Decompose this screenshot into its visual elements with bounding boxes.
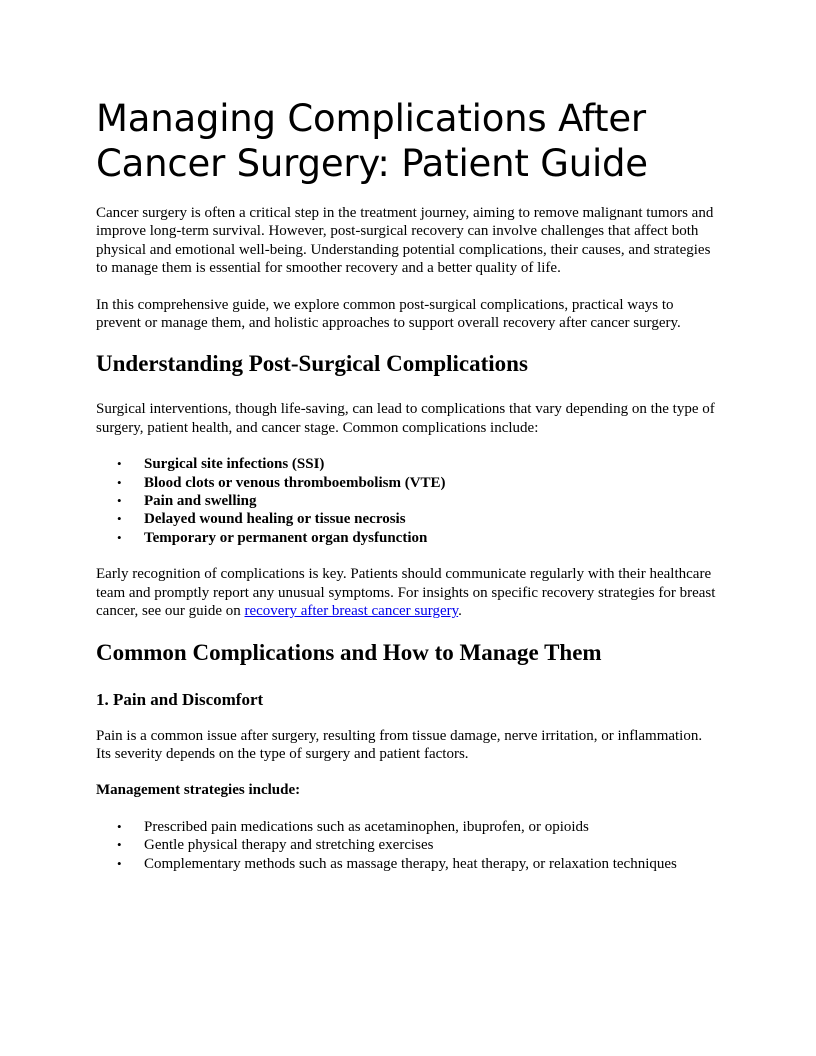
list-item: • Gentle physical therapy and stretching exercises xyxy=(117,837,434,854)
bullet-icon: • xyxy=(117,818,122,834)
bullet-icon: • xyxy=(117,474,122,490)
section-heading-common-complications: Common Complications and How to Manage Them xyxy=(96,639,602,665)
subheading-pain: 1. Pain and Discomfort xyxy=(96,689,264,709)
section1-closing-paragraph: Early recognition of complications is key. Patients should communicate regularly with their healthcare team and promptly report any unusual symptoms. For insights on specific recovery strategies for breast cancer, see our guide on recovery after breast cancer surgery. xyxy=(96,566,716,620)
bullet-icon: • xyxy=(117,456,122,472)
bullet-icon: • xyxy=(117,837,122,853)
complications-list xyxy=(96,455,720,547)
section1-paragraph: Surgical interventions, though life-saving, can lead to complications that vary depending on the type of surgery, patient health, and cancer stage. Common complications include: xyxy=(96,401,715,436)
management-list xyxy=(96,818,720,873)
document-page xyxy=(96,96,720,891)
breast-cancer-recovery-link[interactable]: recovery after breast cancer surgery xyxy=(244,603,459,620)
list-item: • Temporary or permanent organ dysfunction xyxy=(117,529,428,546)
bullet-icon: • xyxy=(117,529,122,545)
list-item: • Prescribed pain medications such as acetaminophen, ibuprofen, or opioids xyxy=(117,818,589,835)
list-item: • Surgical site infections (SSI) xyxy=(117,456,325,473)
list-item: • Blood clots or venous thromboembolism (VTE) xyxy=(117,474,446,491)
intro-paragraph-2: In this comprehensive guide, we explore common post-surgical complications, practical ways to prevent or manage them, and holistic approaches to support overall recovery after cancer surgery. xyxy=(96,296,681,332)
list-item: • Delayed wound healing or tissue necrosis xyxy=(117,511,406,528)
document-title: Managing Complications After Cancer Surgery: Patient Guide xyxy=(96,97,648,185)
bullet-icon: • xyxy=(117,855,122,871)
list-item: • Complementary methods such as massage therapy, heat therapy, or relaxation techniques xyxy=(117,855,677,872)
pain-paragraph: Pain is a common issue after surgery, resulting from tissue damage, nerve irritation, or inflammation. Its severity depends on the type of surgery and patient factors. xyxy=(96,727,703,762)
intro-paragraph-1: Cancer surgery is often a critical step in the treatment journey, aiming to remove malignant tumors and improve long-term survival. However, post-surgical recovery can involve challenges that affect both physical and emotional well-being. Understanding potential complications, their causes, and strategies to manage them is essential for smoother recovery and a better quality of life. xyxy=(96,205,714,277)
bullet-icon: • xyxy=(117,493,122,509)
list-item: • Pain and swelling xyxy=(117,493,257,510)
bullet-icon: • xyxy=(117,511,122,527)
section-heading-understanding: Understanding Post-Surgical Complications xyxy=(96,351,528,377)
management-label: Management strategies include: xyxy=(96,782,301,799)
